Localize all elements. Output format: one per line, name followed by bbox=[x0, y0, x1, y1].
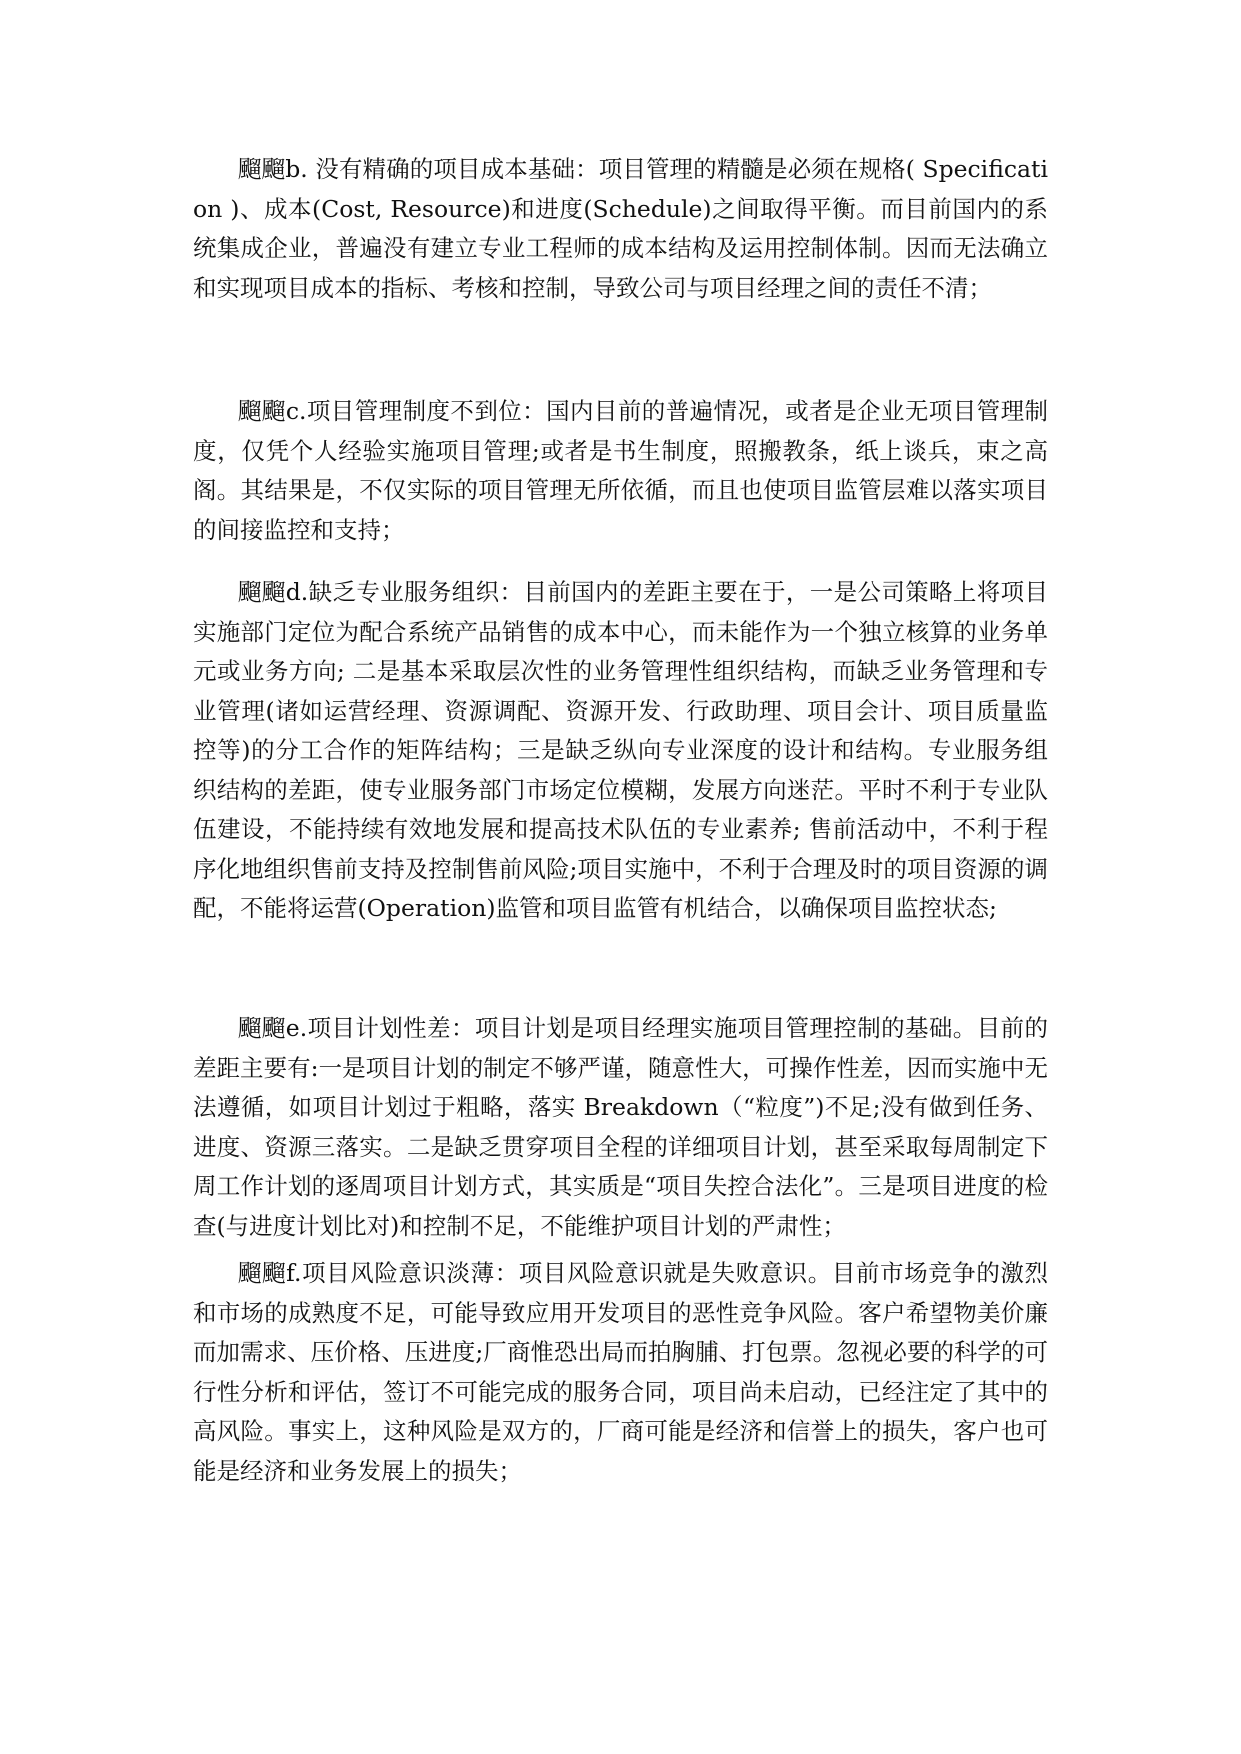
paragraph-f: 飀飀f.项目风险意识淡薄：项目风险意识就是失败意识。目前市场竞争的激烈和市场的成熟度不足，可能导致应用开发项目的恶性竞争风险。客户希望物美价廉而加需求、压价格、压进度;厂商惟恐出局而拍胸脯、打包票。忽视必要的科学的可行性分析和评估，签订不可能完成的服务合同，项目尚未启动，已经注定了其中的高风险。事实上，这种风险是双方的，厂商可能是经济和信誉上的损失，客户也可能是经济和业务发展上的损失； bbox=[193, 1259, 1048, 1485]
paragraph-e: 飀飀e.项目计划性差：项目计划是项目经理实施项目管理控制的基础。目前的差距主要有:一是项目计划的制定不够严谨，随意性大，可操作性差，因而实施中无法遵循，如项目计划过于粗略，落实 Breakdown（“粒度”)不足;没有做到任务、进度、资源三落实。二是缺乏贯穿项目全程的详细项目计划，甚至采取每周制定下周工作计划的逐周项目计划方式，其实质是“项目失控合法化”。三是项目进度的检查(与进度计划比对)和控制不足，不能维护项目计划的严肃性； bbox=[193, 1014, 1048, 1240]
paragraph-b: 飀飀b. 没有精确的项目成本基础：项目管理的精髓是必须在规格( Specification )、成本(Cost, Resource)和进度(Schedule)之间取得平衡。而目前国内的系统集成企业，普遍没有建立专业工程师的成本结构及运用控制体制。因而无法确立和实现项目成本的指标、考核和控制，导致公司与项目经理之间的责任不清； bbox=[193, 155, 1048, 302]
paragraph-d: 飀飀d.缺乏专业服务组织：目前国内的差距主要在于，一是公司策略上将项目实施部门定位为配合系统产品销售的成本中心，而未能作为一个独立核算的业务单元或业务方向; 二是基本采取层次性的业务管理性组织结构，而缺乏业务管理和专业管理(诸如运营经理、资源调配、资源开发、行政助理、项目会计、项目质量监控等)的分工合作的矩阵结构；三是缺乏纵向专业深度的设计和结构。专业服务组织结构的差距，使专业服务部门市场定位模糊，发展方向迷茫。平时不利于专业队伍建设，不能持续有效地发展和提高技术队伍的专业素养; 售前活动中，不利于程序化地组织售前支持及控制售前风险;项目实施中，不利于合理及时的项目资源的调配，不能将运营(Operation)监管和项目监管有机结合，以确保项目监控状态; bbox=[193, 578, 1048, 922]
paragraph-c: 飀飀c.项目管理制度不到位：国内目前的普遍情况，或者是企业无项目管理制度，仅凭个人经验实施项目管理;或者是书生制度，照搬教条，纸上谈兵，束之高阁。其结果是，不仅实际的项目管理无所依循，而且也使项目监管层难以落实项目的间接监控和支持； bbox=[193, 397, 1048, 544]
